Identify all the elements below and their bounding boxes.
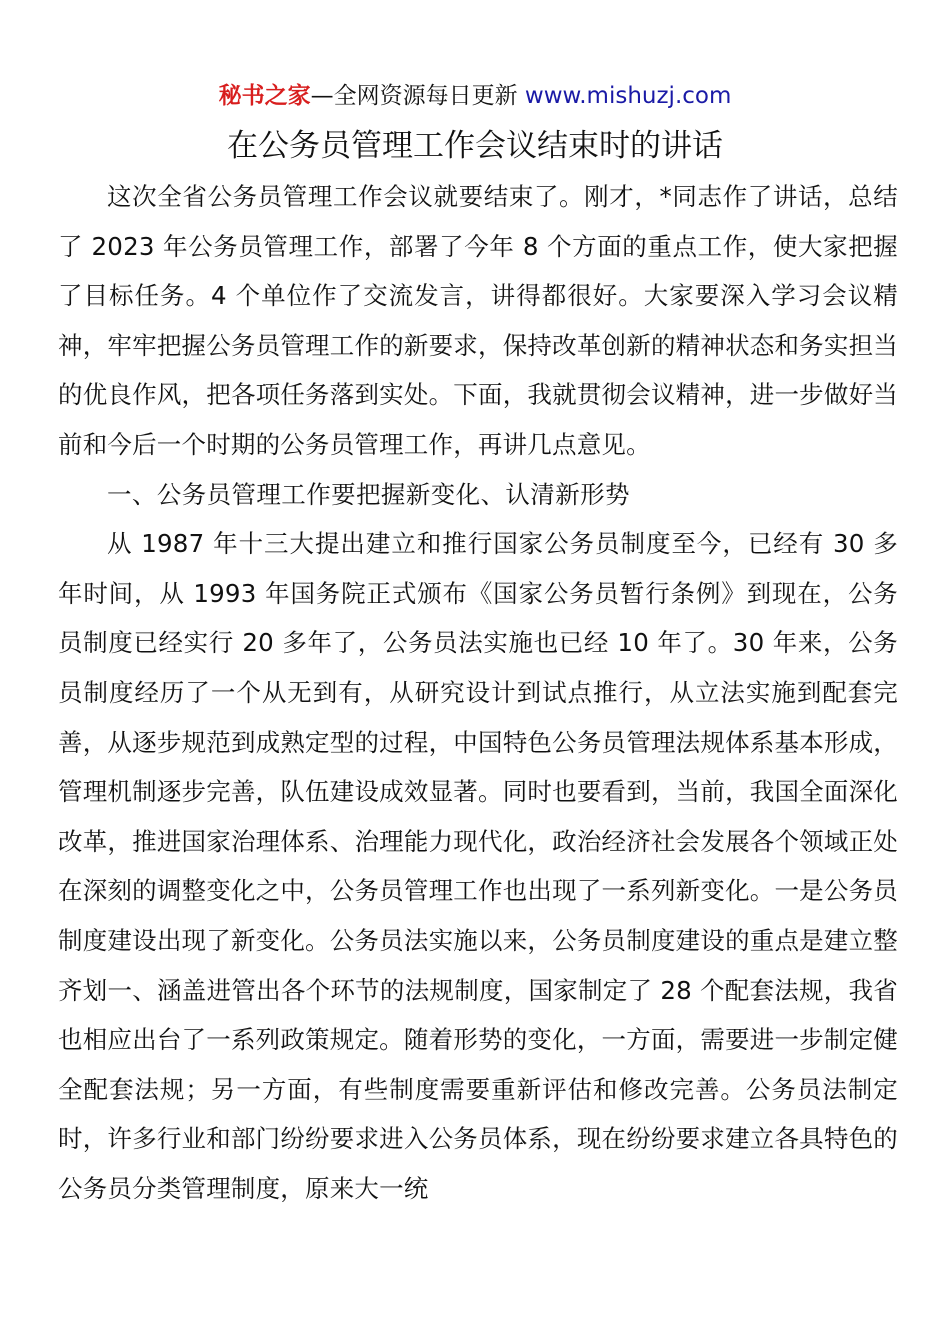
document-body	[58, 172, 898, 1213]
site-brand: 秘书之家	[218, 83, 311, 109]
paragraph-intro: 这次全省公务员管理工作会议就要结束了。刚才，*同志作了讲话，总结了 2023 年公务员管理工作，部署了今年 8 个方面的重点工作，使大家把握了目标任务。4 个单位作了交流发言，讲得都很好。大家要深入学习会议精神，牢牢把握公务员管理工作的新要求，保持改革创新的精神状态和务实担当的优良作风，把各项任务落到实处。下面，我就贯彻会议精神，进一步做好当前和今后一个时期的公务员管理工作，再讲几点意见。	[58, 182, 898, 459]
site-header	[0, 80, 950, 112]
section-heading-1: 一、公务员管理工作要把握新变化、认清新形势	[107, 479, 630, 509]
paragraph-section-1: 从 1987 年十三大提出建立和推行国家公务员制度至今，已经有 30 多年时间，从 1993 年国务院正式颁布《国家公务员暂行条例》到现在，公务员制度已经实行 20 多年了，公务员法实施也已经 10 年了。30 年来，公务员制度经历了一个从无到有，从研究设计到试点推行，从立法实施到配套完善，从逐步规范到成熟定型的过程，中国特色公务员管理法规体系基本形成，管理机制逐步完善，队伍建设成效显著。同时也要看到，当前，我国全面深化改革，推进国家治理体系、治理能力现代化，政治经济社会发展各个领域正处在深刻的调整变化之中，公务员管理工作也出现了一系列新变化。一是公务员制度建设出现了新变化。公务员法实施以来，公务员制度建设的重点是建立整齐划一、涵盖进管出各个环节的法规制度，国家制定了 28 个配套法规，我省也相应出台了一系列政策规定。随着形势的变化，一方面，需要进一步制定健全配套法规；另一方面，有些制度需要重新评估和修改完善。公务员法制定时，许多行业和部门纷纷要求进入公务员体系，现在纷纷要求建立各具特色的公务员分类管理制度，原来大一统	[58, 529, 898, 1203]
document-title: 在公务员管理工作会议结束时的讲话	[227, 128, 723, 164]
site-url-link[interactable]: www.mishuzj.com	[524, 83, 732, 109]
site-tagline: —全网资源每日更新	[310, 83, 525, 109]
